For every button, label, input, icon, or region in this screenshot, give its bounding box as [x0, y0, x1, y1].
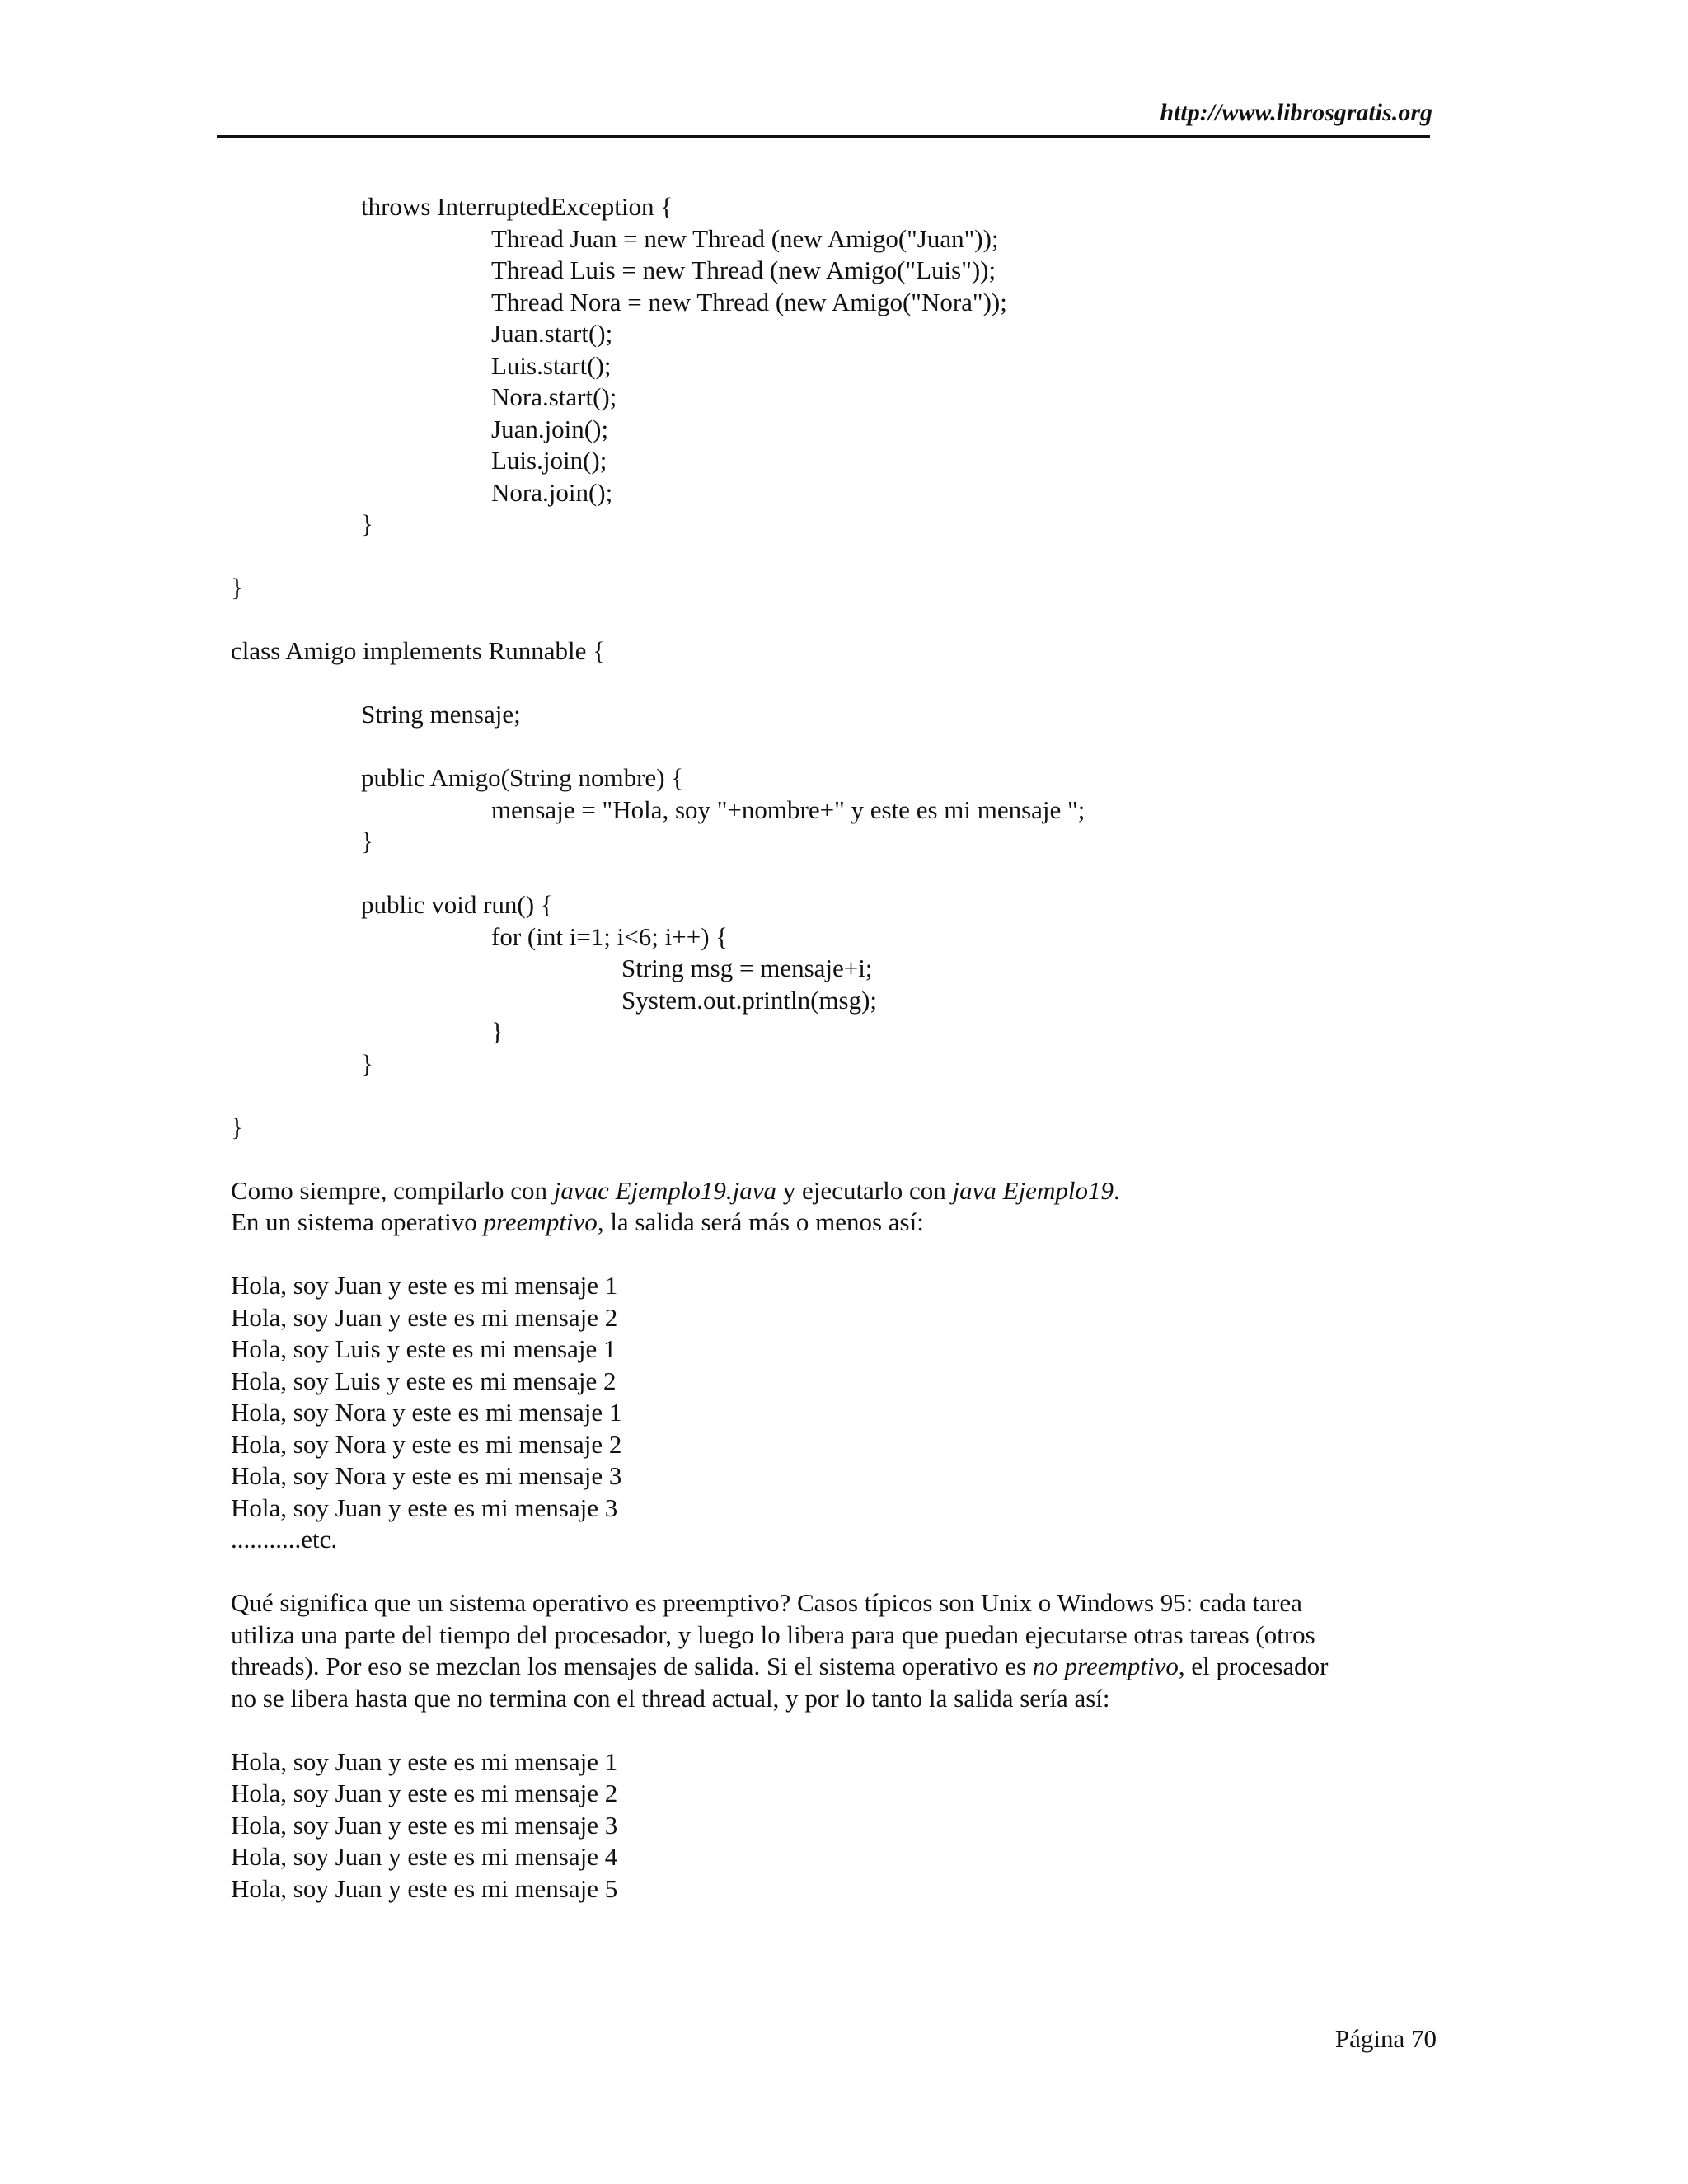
output-line: Hola, soy Juan y este es mi mensaje 2 [231, 1302, 618, 1332]
spacer [231, 1143, 1434, 1175]
code-line: Juan.join(); [491, 414, 609, 443]
code-line-blank [231, 1080, 1434, 1112]
italic-run: no preemptivo [1032, 1652, 1179, 1680]
paragraph-compile [231, 1175, 1434, 1239]
paragraph-line: no se libera hasta que no termina con el thread actual, y por lo tanto la salida sería así: [231, 1683, 1110, 1713]
code-line: Nora.join(); [491, 477, 613, 507]
output-line: Hola, soy Juan y este es mi mensaje 3 [231, 1810, 618, 1840]
code-line: } [361, 827, 373, 855]
code-line: for (int i=1; i<6; i++) { [491, 921, 729, 951]
code-line: throws InterruptedException { [361, 192, 673, 221]
italic-run: javac Ejemplo19.java [553, 1175, 777, 1205]
code-line: Nora.start(); [491, 382, 617, 411]
text-run: , el procesador [1178, 1652, 1329, 1680]
spacer [231, 1239, 1434, 1271]
output-line: Hola, soy Luis y este es mi mensaje 2 [231, 1366, 617, 1395]
code-line: public void run() { [361, 890, 553, 919]
text-run: En un sistema operativo [231, 1207, 484, 1236]
spacer [231, 1556, 1434, 1588]
output-preemptive [231, 1270, 1434, 1556]
output-line: Hola, soy Nora y este es mi mensaje 3 [231, 1461, 622, 1490]
paragraph-line [231, 1207, 1434, 1239]
code-line: Thread Juan = new Thread (new Amigo("Juan")); [491, 223, 999, 253]
code-line: String mensaje; [361, 700, 521, 729]
spacer [231, 1714, 1434, 1746]
text-run: y ejecutarlo con [776, 1175, 953, 1205]
output-line: Hola, soy Juan y este es mi mensaje 1 [231, 1271, 618, 1300]
code-line: } [361, 509, 373, 538]
output-line: Hola, soy Juan y este es mi mensaje 3 [231, 1493, 618, 1522]
code-line: String msg = mensaje+i; [621, 954, 873, 982]
code-line-blank [231, 541, 1434, 573]
code-line: System.out.println(msg); [621, 985, 877, 1015]
code-line: class Amigo implements Runnable { [231, 636, 605, 665]
output-line: Hola, soy Juan y este es mi mensaje 2 [231, 1779, 618, 1807]
paragraph-line: utiliza una parte del tiempo del procesador, y luego lo libera para que puedan ejecutarse otras tareas (otros [231, 1619, 1315, 1649]
code-line: Thread Nora = new Thread (new Amigo("Nora")); [491, 287, 1007, 316]
paragraph-line: Qué significa que un sistema operativo es preemptivo? Casos típicos son Unix o Windows 95: cada tarea [231, 1588, 1302, 1617]
paragraph-line [231, 1651, 1434, 1683]
output-line: Hola, soy Luis y este es mi mensaje 1 [231, 1334, 617, 1363]
header-divider [217, 135, 1430, 138]
code-line: } [491, 1017, 504, 1046]
code-listing [231, 191, 1434, 1143]
output-line: Hola, soy Nora y este es mi mensaje 2 [231, 1429, 622, 1459]
italic-run: preemptivo [483, 1207, 598, 1236]
output-line: Hola, soy Nora y este es mi mensaje 1 [231, 1398, 622, 1427]
code-line: Thread Luis = new Thread (new Amigo("Luis")); [491, 255, 996, 284]
output-line: ...........etc. [231, 1525, 338, 1554]
output-line: Hola, soy Juan y este es mi mensaje 4 [231, 1842, 618, 1871]
output-line: Hola, soy Juan y este es mi mensaje 5 [231, 1873, 618, 1903]
code-line: Juan.start(); [491, 319, 613, 348]
page-content [231, 191, 1434, 1905]
code-line: Luis.join(); [491, 446, 607, 475]
code-line: } [231, 1112, 243, 1141]
output-line: Hola, soy Juan y este es mi mensaje 1 [231, 1746, 618, 1776]
code-line: } [361, 1048, 373, 1078]
paragraph-line [231, 1175, 1434, 1207]
header-url: http://www.librosgratis.org [1160, 99, 1432, 126]
paragraph-preemptive-explanation [231, 1587, 1434, 1714]
text-run: . [1113, 1175, 1120, 1205]
code-line-blank [231, 858, 1434, 890]
code-line: public Amigo(String nombre) { [361, 763, 684, 792]
text-run: , la salida será más o menos así: [597, 1207, 924, 1236]
code-line: Luis.start(); [491, 350, 612, 380]
text-run: threads). Por eso se mezclan los mensajes de salida. Si el sistema operativo es [231, 1652, 1033, 1680]
page-number: Página 70 [1334, 2024, 1437, 2053]
code-line: mensaje = "Hola, soy "+nombre+" y este es mi mensaje "; [491, 794, 1085, 824]
code-line-blank [231, 604, 1434, 636]
code-line-blank [231, 731, 1434, 763]
code-line: } [231, 573, 243, 602]
code-line-blank [231, 668, 1434, 700]
italic-run: java Ejemplo19 [952, 1175, 1114, 1205]
text-run: Como siempre, compilarlo con [231, 1175, 554, 1205]
output-non-preemptive [231, 1746, 1434, 1905]
